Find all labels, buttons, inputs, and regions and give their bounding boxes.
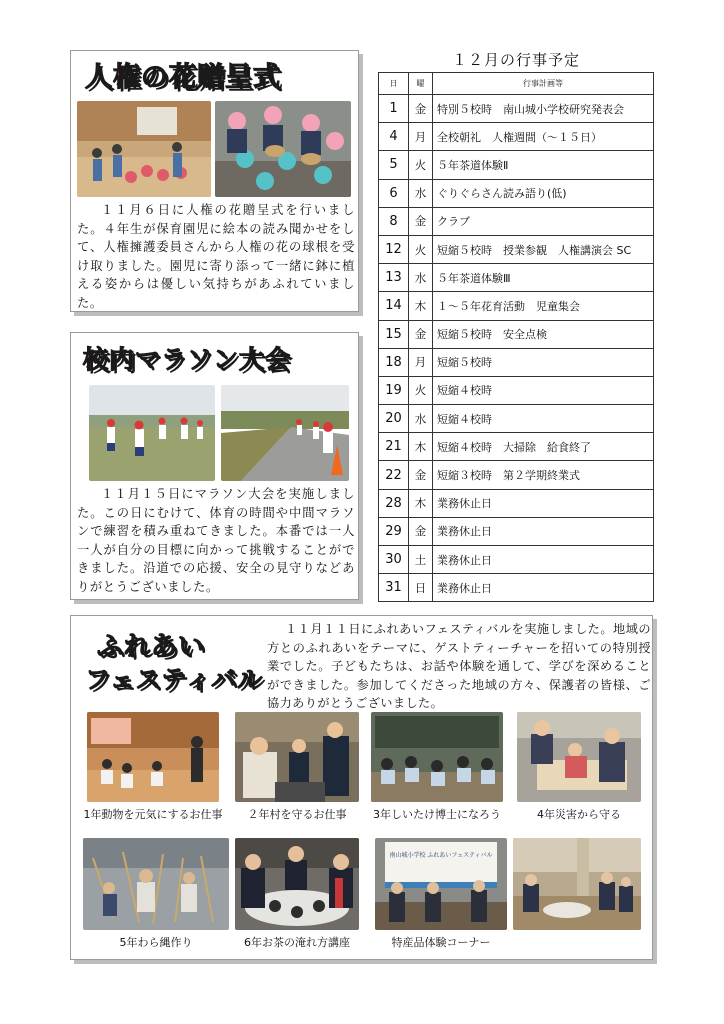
schedule-day: 1 [379, 95, 409, 123]
schedule-day: 31 [379, 574, 409, 602]
schedule-event: 短縮５校時 [433, 348, 654, 376]
schedule-event: 業務休止日 [433, 489, 654, 517]
table-row [379, 320, 654, 348]
schedule-event: 全校朝礼 人権週間（～１５日） [433, 123, 654, 151]
table-row [379, 348, 654, 376]
photo-grade2 [235, 712, 359, 802]
schedule-weekday: 日 [409, 574, 433, 602]
schedule-event: ぐりぐらさん読み語り(低) [433, 179, 654, 207]
table-row [379, 123, 654, 151]
schedule-weekday: 月 [409, 348, 433, 376]
schedule-title: １２月の行事予定 [451, 51, 580, 69]
table-row [379, 95, 654, 123]
table-row [379, 546, 654, 574]
table-row [379, 433, 654, 461]
schedule-day: 13 [379, 264, 409, 292]
caption-grade6: 6年お茶の淹れ方講座 [244, 936, 350, 949]
schedule-day: 20 [379, 405, 409, 433]
caption-grade2: ２年村を守るお仕事 [247, 808, 347, 821]
schedule-weekday: 火 [409, 235, 433, 263]
schedule-event: 短縮５校時 安全点検 [433, 320, 654, 348]
schedule-weekday: 月 [409, 123, 433, 151]
schedule-header-event: 行事計画等 [433, 73, 654, 95]
article-marathon-body: １１月１５日にマラソン大会を実施しました。この日にむけて、体育の時間や中間マラソンで練習を積み重ねてきました。本番では一人一人が自分の目標に向かって挑戦することができました。沿道での応援、安全の見守りなどありがとうございました。 [77, 487, 355, 594]
table-row [379, 235, 654, 263]
article-marathon-title: 校内マラソン大会 [83, 345, 292, 374]
schedule-day: 18 [379, 348, 409, 376]
schedule-day: 14 [379, 292, 409, 320]
photo-grade3 [371, 712, 503, 802]
article-fureai-title-line1: ふれあい [97, 632, 206, 662]
schedule-header-weekday: 曜 [409, 73, 433, 95]
article-jinken-panel [70, 50, 359, 312]
caption-grade4: 4年災害から守る [537, 808, 621, 821]
schedule-header-row [379, 73, 654, 95]
article-marathon-panel [70, 332, 359, 600]
table-row [379, 574, 654, 602]
schedule-weekday: 火 [409, 151, 433, 179]
article-jinken-title: 人権の花贈呈式 [85, 62, 281, 93]
article-fureai-body: １１月１１日にふれあいフェスティバルを実施しました。地域の方とのふれあいをテーマに、ゲストティーチャーを招いての特別授業でした。子どもたちは、お話や体験を通して、学びを深めることができました。参加してくださった地域の方々、保護者の皆様、ご協力ありがとうございました。 [267, 622, 651, 711]
schedule-weekday: 水 [409, 264, 433, 292]
schedule-weekday: 金 [409, 517, 433, 545]
caption-grade3: 3年しいたけ博士になろう [373, 808, 501, 821]
schedule-day: 12 [379, 235, 409, 263]
table-row [379, 179, 654, 207]
schedule-weekday: 金 [409, 320, 433, 348]
schedule-weekday: 水 [409, 179, 433, 207]
schedule-weekday: 木 [409, 433, 433, 461]
photo-marathon-start [89, 385, 215, 481]
schedule-day: 15 [379, 320, 409, 348]
photo-tokusanhin [375, 838, 507, 930]
photo-grade1 [87, 712, 219, 802]
photo-planting-bulbs [215, 101, 351, 197]
photo-grade4 [517, 712, 641, 802]
schedule-event: 業務休止日 [433, 546, 654, 574]
schedule-weekday: 土 [409, 546, 433, 574]
schedule-weekday: 金 [409, 207, 433, 235]
article-fureai-title-line2: フェスティバル [85, 665, 264, 694]
photo-grade6 [235, 838, 359, 930]
table-row [379, 264, 654, 292]
article-fureai-panel [70, 615, 653, 960]
schedule-event: 短縮５校時 授業参観 人権講演会 SC [433, 235, 654, 263]
schedule-event: 短縮４校時 大掃除 給食終了 [433, 433, 654, 461]
schedule-event: 短縮４校時 [433, 376, 654, 404]
schedule-event: クラブ [433, 207, 654, 235]
table-row [379, 489, 654, 517]
schedule-weekday: 金 [409, 461, 433, 489]
schedule-day: 29 [379, 517, 409, 545]
photo-grade5 [83, 838, 229, 930]
schedule-table [378, 72, 654, 602]
table-row [379, 292, 654, 320]
schedule-event: ５年茶道体験Ⅲ [433, 264, 654, 292]
table-row [379, 517, 654, 545]
table-row [379, 461, 654, 489]
schedule-day: 30 [379, 546, 409, 574]
schedule-event: 業務休止日 [433, 517, 654, 545]
table-row [379, 151, 654, 179]
table-row [379, 376, 654, 404]
schedule-weekday: 木 [409, 489, 433, 517]
caption-grade1: 1年動物を元気にするお仕事 [83, 808, 223, 821]
schedule-event: 短縮３校時 第２学期終業式 [433, 461, 654, 489]
schedule-day: 5 [379, 151, 409, 179]
schedule-event: 特別５校時 南山城小学校研究発表会 [433, 95, 654, 123]
festival-sign-text: 南山城小学校 ふれあいフェスティバル [389, 852, 493, 859]
table-row [379, 405, 654, 433]
article-jinken-body: １１月６日に人権の花贈呈式を行いました。４年生が保育園児に絵本の読み聞かせをして、人権擁護委員さんから人権の花の球根を受け取りました。園児に寄り添って一緒に鉢に植える姿からは優しい気持ちがあふれていました。 [77, 203, 355, 310]
photo-marathon-road [221, 385, 349, 481]
schedule-event: ５年茶道体験Ⅱ [433, 151, 654, 179]
schedule-event: １～５年花育活動 児童集会 [433, 292, 654, 320]
schedule-weekday: 木 [409, 292, 433, 320]
schedule-day: 19 [379, 376, 409, 404]
photo-hoikuen-reading [77, 101, 211, 197]
caption-tokusanhin: 特産品体験コーナー [391, 936, 491, 949]
schedule-day: 28 [379, 489, 409, 517]
schedule-weekday: 金 [409, 95, 433, 123]
table-row [379, 207, 654, 235]
schedule-day: 22 [379, 461, 409, 489]
schedule-day: 21 [379, 433, 409, 461]
caption-grade5: 5年わら縄作り [119, 936, 193, 949]
schedule-weekday: 火 [409, 376, 433, 404]
schedule-day: 8 [379, 207, 409, 235]
schedule-day: 4 [379, 123, 409, 151]
schedule-day: 6 [379, 179, 409, 207]
schedule-event: 短縮４校時 [433, 405, 654, 433]
photo-tokusanhin-2 [513, 838, 641, 930]
schedule-header-day: 日 [379, 73, 409, 95]
schedule-event: 業務休止日 [433, 574, 654, 602]
schedule-weekday: 水 [409, 405, 433, 433]
